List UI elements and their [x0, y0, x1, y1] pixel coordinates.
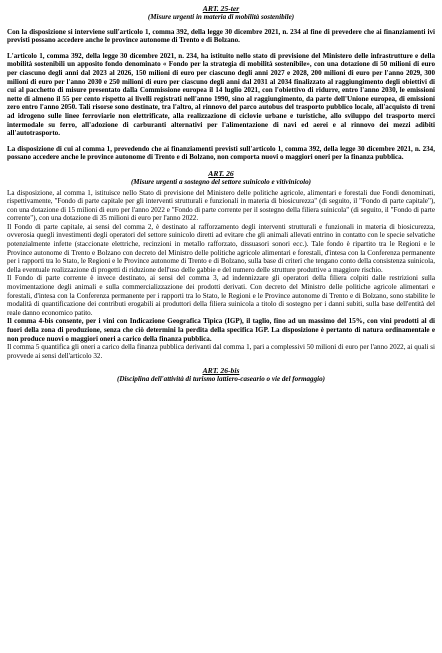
- art-26-paragraph-1: La disposizione, al comma 1, istituisce nello Stato di previsione del Ministero delle politiche agricole, alimentari e forestali due Fondi denominati, rispettivamente, "Fondo di parte capitale per gli interventi strutturali e funzionali in materia di biosicurezza" (di seguito, il "Fondo di parte capitale"), con una dotazione di 15 milioni di euro per l'anno 2022 e "Fondo di parte corrente per il sostegno della filiera suinicola" (di seguito, il "Fondo di parte corrente"), con una dotazione di 35 milioni di euro per l'anno 2022.: [7, 188, 435, 223]
- art-25-ter-paragraph-2: [7, 52, 435, 138]
- art-26-title: ART. 26: [208, 168, 234, 178]
- art-26-paragraph-5: Il comma 5 quantifica gli oneri a carico della finanza pubblica derivanti dal comma 1, pari a complessivi 50 milioni di euro per l'anno 2022, ai quali si provvede ai sensi dell'articolo 32.: [7, 343, 435, 360]
- art-26-paragraph-2: Il Fondo di parte capitale, ai sensi del comma 2, è destinato al rafforzamento degli interventi strutturali e funzionali in materia di biosicurezza, ovverosia quegli investimenti degli operatori del settore suinicolo diretti ad evitare che gli animali allevati entrino in contatto con le specie selvatiche potenzialmente infette (staccionate elettriche, recinzioni in metallo rafforzato, dissuasori sonori ecc.). Tale fondo è ripartito tra le Regioni e le Province autonome di Trento e Bolzano con decreto del Ministro delle politiche agricole alimentari e forestali, d'intesa con la Conferenza permanente per i rapporti tra lo Stato, le Regioni e le Province autonome di Trento e di Bolzano, sulla base di criteri che tengano conto della consistenza suinicola, della eventuale realizzazione di progetti di riduzione dell'uso delle gabbie e del numero delle strutture produttive a maggiore rischio.: [7, 222, 435, 274]
- art-26-subtitle: (Misure urgenti a sostegno del settore suinicolo e vitivinicolo): [130, 177, 312, 186]
- art-25-ter-paragraph-2a: L'articolo 1, comma 392, della legge 30 dicembre 2021, n. 234, ha istituito nello stato di previsione del Ministero delle infrastrutture e della mobilità sostenibili un apposito fondo denominato « Fondo per la strategia di mobilità sostenibile», con una dotazione di 50 milioni di euro per ciascuno degli anni dal 2023 al 2026, 150 milioni di euro per ciascuno degli anni 2027 e 2028, 200 milioni di euro per l'anno 2029, 300 milioni di euro per l'anno 2030 e 250 milioni di euro per ciascuno degli anni dal 2031 al 2034 finalizzato al raggiungimento degli obiettivi di cui al pacchetto di misure presentato dalla Commissione europea il 14 luglio 2021, con l'obiettivo di ridurre, entro l'anno 2030, le emissioni nette di almeno il 55 per cento rispetto ai livelli registrati nell'anno 1990, sino al raggiungimento, da parte dell'Unione europea, di emissioni zero entro l'anno 2050.: [7, 51, 435, 112]
- art-26-section: [7, 169, 435, 360]
- art-25-ter-paragraph-3: La disposizione di cui al comma 1, prevedendo che ai finanziamenti previsti sull'articolo 1, comma 392, della legge 30 dicembre 2021, n. 234, possano accedere anche le province autonome di Trento e di Bolzano, non comporta nuovi o maggiori oneri per la finanza pubblica.: [7, 144, 435, 162]
- art-26-paragraph-4: Il comma 4-bis consente, per i vini con Indicazione Geografica Tipica (IGP), il taglio, fino ad un massimo del 15%, con vini prodotti al di fuori della zona di produzione, senza che ciò determini la perdita della specifica IGP. La disposizione è pertanto di natura ordinamentale e non produce nuovi o maggiori oneri a carico della finanza pubblica.: [7, 317, 435, 343]
- art-25-ter-section: [7, 4, 435, 162]
- art-26-bis-section: [7, 366, 435, 384]
- art-25-ter-subtitle: (Misure urgenti in materia di mobilità sostenibile): [147, 13, 295, 21]
- art-25-ter-paragraph-1: Con la disposizione si interviene sull'articolo 1, comma 392, della legge 30 dicembre 2021, n. 234 al fine di prevedere che ai finanziamenti ivi previsti possano accedere anche le province autonome di Trento e di Bolzano.: [7, 27, 435, 45]
- art-25-ter-paragraph-2b: Tali risorse sono destinate, tra l'altro, al rinnovo del parco autobus del trasporto pubblico locale, all'acquisto di treni ad idrogeno sulle linee ferroviarie non elettrificate, alla realizzazione di ciclovie urbane e turistiche, allo sviluppo del trasporto merci intermodale su ferro, all'adozione di carburanti alternativi per l'alimentazione di navi ed aerei e al rinnovo dei mezzi adibiti all'autotrasporto.: [7, 103, 435, 138]
- art-26-bis-title: ART. 26-bis: [202, 366, 240, 376]
- art-25-ter-title: ART. 25-ter: [202, 4, 240, 13]
- art-26-bis-subtitle: (Disciplina dell'attività di turismo lattiero-caseario o vie del formaggio): [116, 375, 326, 384]
- art-26-paragraph-3: Il Fondo di parte corrente è invece destinato, ai sensi del comma 3, ad indennizzare gli operatori della filiera colpiti dalle restrizioni sulla movimentazione degli animali e sulla commercializzazione dei prodotti derivati. Con decreto del Ministro delle politiche agricole alimentari e forestali, d'intesa con la Conferenza permanente per i rapporti tra lo Stato, le Regioni e le Province autonome di Trento e di Bolzano, sono stabilite le modalità di quantificazione dei contributi erogabili ai produttori della filiera suinicola a titolo di sostegno per i danni subiti, sulla base dell'entità del reale danno economico patito.: [7, 274, 435, 317]
